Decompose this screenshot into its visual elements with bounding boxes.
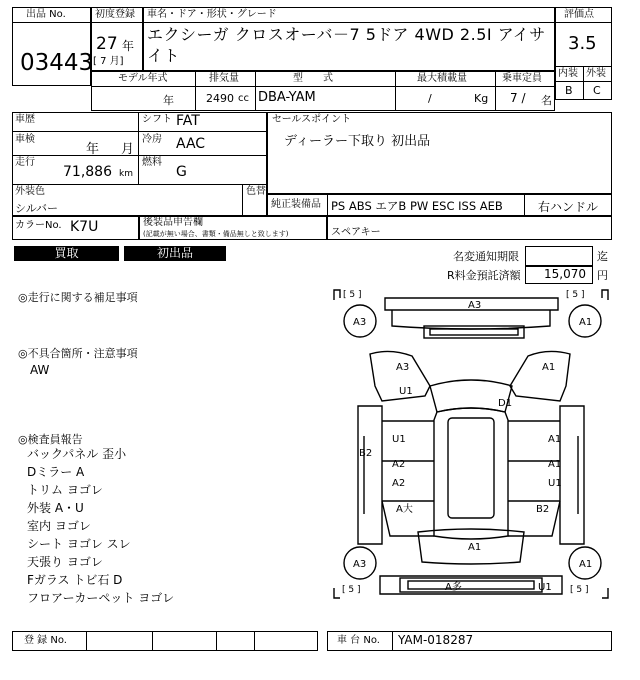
equipment-value: PS ABS エアB PW ESC ISS AEB xyxy=(331,199,503,213)
load-unit: Kg xyxy=(474,92,489,105)
report-line: 天張り ヨゴレ xyxy=(27,555,103,569)
mileage-unit: km xyxy=(119,169,133,179)
exterior-label: 外装 xyxy=(586,68,606,79)
sales-point-label: セールスポイント xyxy=(272,114,352,125)
recolor-label: 色替 xyxy=(246,186,266,197)
damage-mark: B2 xyxy=(536,504,550,515)
report-line: バックパネル 歪小 xyxy=(27,447,127,461)
inspection-year: 年 xyxy=(86,142,100,157)
report-label: ◎検査員報告 xyxy=(18,433,83,446)
corner-label-br: [ 5 ] xyxy=(570,585,589,595)
car-damage-diagram xyxy=(330,286,612,602)
lot-label: 出品 No. xyxy=(26,9,66,20)
driving-notes-label: ◎走行に関する補足事項 xyxy=(18,291,138,304)
first-reg-label: 初度登録 xyxy=(95,9,135,20)
damage-mark: U1 xyxy=(548,478,562,489)
damage-mark: A1 xyxy=(548,434,562,445)
damage-mark: A2 xyxy=(392,459,406,470)
model-year-unit: 年 xyxy=(163,94,174,107)
capacity-value: 7 / xyxy=(510,91,526,105)
damage-mark: A1 xyxy=(579,317,593,328)
damage-mark: A1 xyxy=(548,459,562,470)
fuel-label: 燃料 xyxy=(142,157,162,168)
chassis-number: YAM-018287 xyxy=(398,633,474,647)
fuel-value: G xyxy=(176,164,187,180)
damage-mark: U1 xyxy=(538,582,552,593)
damage-mark: A1 xyxy=(579,559,593,570)
aftermarket-label: 後装品申告欄 xyxy=(143,217,203,228)
aftermarket-note: (記載が無い場合、書類・備品無しと致します) xyxy=(143,230,289,238)
type-label: 型 式 xyxy=(293,73,333,84)
capacity-unit: 名 xyxy=(541,94,552,107)
damage-mark: D1 xyxy=(498,398,513,409)
damage-mark: A3 xyxy=(353,317,367,328)
first-reg-month: [ 7 月] xyxy=(93,56,124,67)
mileage-value: 71,886 xyxy=(63,164,112,180)
recycle-unit: 円 xyxy=(597,269,608,282)
load-label: 最大積載量 xyxy=(417,73,467,84)
shift-label: シフト xyxy=(142,114,172,125)
recycle-label: R料金預託済額 xyxy=(447,269,521,282)
displacement-unit: cc xyxy=(238,93,249,104)
model-year-label: モデル年式 xyxy=(118,73,168,84)
damage-mark: A大 xyxy=(396,504,413,515)
load-value: / xyxy=(428,92,432,105)
damage-mark: B2 xyxy=(359,448,373,459)
displacement-value: 2490 xyxy=(206,92,234,105)
damage-mark: A3 xyxy=(468,300,482,311)
damage-mark: U1 xyxy=(399,386,413,397)
defects-label: ◎不具合箇所・注意事項 xyxy=(18,347,138,360)
report-line: フロアーカーペット ヨゴレ xyxy=(27,591,175,605)
corner-label-bl: [ 5 ] xyxy=(342,585,361,595)
damage-mark: A1 xyxy=(468,542,482,553)
damage-mark: A多 xyxy=(445,582,462,593)
ac-label: 冷房 xyxy=(142,134,162,145)
transfer-box xyxy=(525,246,593,266)
damage-mark: A1 xyxy=(542,362,556,373)
displacement-label: 排気量 xyxy=(209,73,239,84)
report-line: 室内 ヨゴレ xyxy=(27,519,91,533)
recycle-fee: 15,070 xyxy=(544,267,586,281)
inspection-label: 車検 xyxy=(15,134,35,145)
sales-point-value: ディーラー下取り 初出品 xyxy=(284,134,431,149)
name-label: 車名・ドア・形状・グレード xyxy=(147,9,277,20)
report-line: 外装 A・U xyxy=(27,501,84,515)
history-label: 車歴 xyxy=(15,114,35,125)
first-reg-year: 27 xyxy=(96,34,118,54)
report-line: トリム ヨゴレ xyxy=(27,483,103,497)
corner-label-tl: [ 5 ] xyxy=(343,290,362,300)
report-line: Fガラス トビ石 D xyxy=(27,573,123,587)
defects-value: AW xyxy=(30,363,50,377)
extra-equipment-value: スペアキー xyxy=(331,227,381,238)
corner-label-tr: [ 5 ] xyxy=(566,290,585,300)
damage-mark: A2 xyxy=(392,478,406,489)
transfer-label: 名変通知期限 xyxy=(453,250,519,263)
lot-number: 03443 xyxy=(20,50,94,76)
mileage-label: 走行 xyxy=(15,157,35,168)
transfer-unit: 迄 xyxy=(597,250,608,263)
damage-mark: U1 xyxy=(392,434,406,445)
first-listing-badge: 初出品 xyxy=(124,246,226,261)
steering-value: 右ハンドル xyxy=(538,200,599,214)
damage-mark: A3 xyxy=(396,362,410,373)
color-no-value: K7U xyxy=(70,219,99,235)
grade-label: 評価点 xyxy=(564,9,594,20)
exterior-grade: C xyxy=(593,84,601,97)
interior-grade: B xyxy=(565,84,573,97)
report-line: Dミラー A xyxy=(27,465,85,479)
type-value: DBA-YAM xyxy=(258,90,316,105)
interior-label: 内装 xyxy=(558,68,578,79)
grade-score: 3.5 xyxy=(568,33,597,54)
ac-value: AAC xyxy=(176,136,206,152)
registration-label: 登 録 No. xyxy=(24,635,67,646)
capacity-label: 乗車定員 xyxy=(502,73,542,84)
inspection-month: 月 xyxy=(121,142,135,157)
equipment-label: 純正装備品 xyxy=(271,199,321,210)
purchase-badge: 買取 xyxy=(14,246,119,261)
chassis-label: 車 台 No. xyxy=(337,635,380,646)
color-value: シルバー xyxy=(15,202,58,215)
damage-mark: A3 xyxy=(353,559,367,570)
report-line: シート ヨゴレ スレ xyxy=(27,537,131,551)
first-reg-year-unit: 年 xyxy=(122,39,135,53)
shift-value: FAT xyxy=(176,113,200,129)
color-no-label: カラーNo. xyxy=(15,220,62,231)
vehicle-name: エクシーガ クロスオーバ－7 5ドア 4WD 2.5I アイサイト xyxy=(147,25,546,65)
color-label: 外装色 xyxy=(15,186,45,197)
